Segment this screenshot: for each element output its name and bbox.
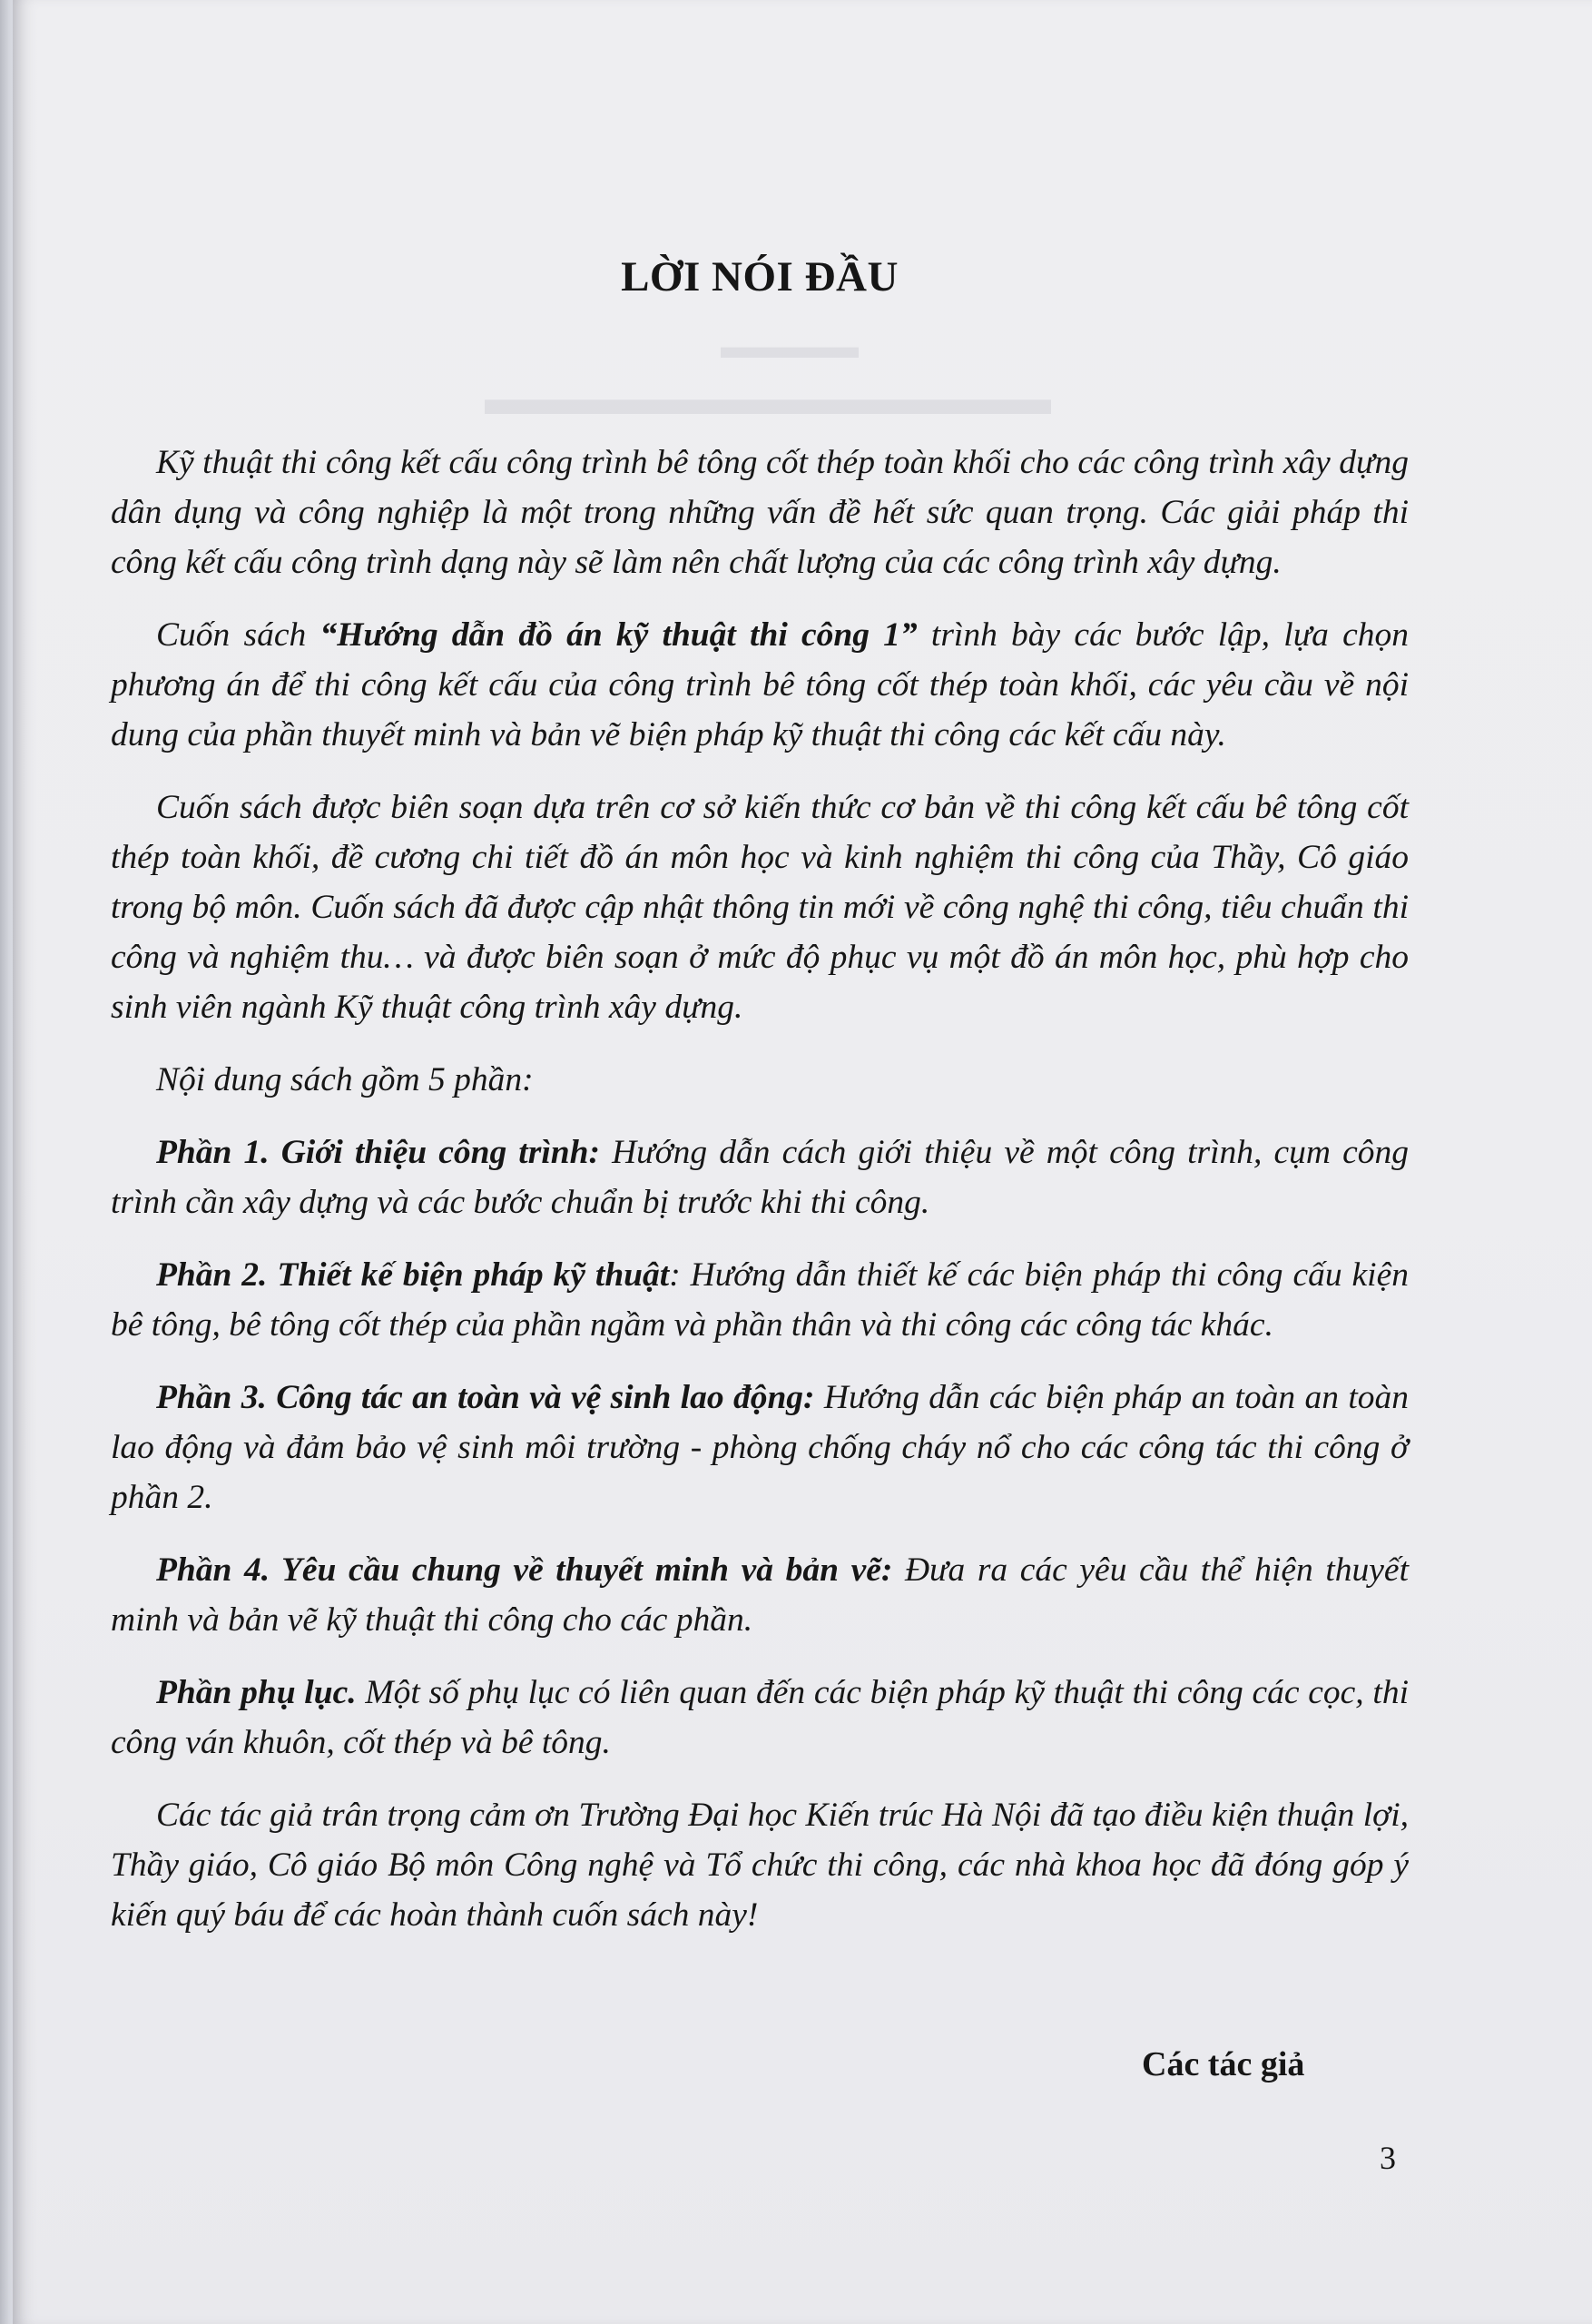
paragraph-text: Đưa ra các yêu cầu thể hiện thuyết minh và bản vẽ kỹ thuật thi công cho các phần. <box>111 1551 1409 1639</box>
paragraph <box>111 438 1409 587</box>
paragraph <box>111 1055 1409 1105</box>
paragraph-text: Hướng dẫn cách giới thiệu về một công trình, cụm công trình cần xây dựng và các bước chuẩn bị trước khi thi công. <box>111 1134 1410 1221</box>
paragraph <box>111 1545 1409 1645</box>
paragraph-text: Kỹ thuật thi công kết cấu công trình bê tông cốt thép toàn khối cho các công trình xây dựng dân dụng và công nghiệp là một trong những vấn đề hết sức quan trọng. Các giải pháp thi công kết cấu công trình dạng này sẽ làm nên chất lượng của các công trình xây dựng. <box>111 444 1409 581</box>
page-title: LỜI NÓI ĐẦU <box>621 253 899 300</box>
show-through-text: ▬▬▬▬ <box>721 328 859 366</box>
signature: Các tác giả <box>1142 2045 1305 2083</box>
paragraph <box>111 1250 1409 1350</box>
paragraph-text: trình bày các bước lập, lựa chọn phương án để thi công kết cấu của công trình bê tông cốt thép toàn khối, các yêu cầu về nội dung của phần thuyết minh và bản vẽ biện pháp kỹ thuật thi công các kết cấu này. <box>111 616 1410 753</box>
section-heading: Phần phụ lục. <box>156 1674 357 1711</box>
paragraph-text: Nội dung sách gồm 5 phần: <box>156 1061 534 1098</box>
book-page <box>13 0 1592 2324</box>
paragraph <box>111 610 1409 760</box>
paragraph <box>111 1790 1409 1940</box>
preface-body <box>111 438 1409 1963</box>
paragraph-text: : Hướng dẫn thiết kế các biện pháp thi công cấu kiện bê tông, bê tông cốt thép của phần ngầm và phần thân và thi công các công tác khác. <box>111 1256 1409 1344</box>
section-heading: Phần 1. Giới thiệu công trình: <box>156 1134 600 1171</box>
section-heading: Phần 3. Công tác an toàn và vệ sinh lao động: <box>156 1379 815 1416</box>
paragraph <box>111 783 1409 1032</box>
page-number: 3 <box>1380 2140 1396 2176</box>
book-title: “Hướng dẫn đồ án kỹ thuật thi công 1” <box>319 616 918 654</box>
paragraph-text: Một số phụ lục có liên quan đến các biện pháp kỹ thuật thi công các cọc, thi công ván khuôn, cốt thép và bê tông. <box>111 1674 1409 1761</box>
paragraph-text: Hướng dẫn các biện pháp an toàn an toàn lao động và đảm bảo vệ sinh môi trường - phòng chống cháy nổ cho các công tác thi công ở phần 2. <box>111 1379 1409 1516</box>
show-through-text: ▬▬▬▬▬▬▬▬▬▬▬▬ <box>485 373 1051 425</box>
section-heading: Phần 2. Thiết kế biện pháp kỹ thuật <box>156 1256 670 1294</box>
paragraph <box>111 1373 1409 1522</box>
paragraph-text: Cuốn sách được biên soạn dựa trên cơ sở kiến thức cơ bản về thi công kết cấu bê tông cốt thép toàn khối, đề cương chi tiết đồ án môn học và kinh nghiệm thi công của Thầy, Cô giáo trong bộ môn. Cuốn sách đã được cập nhật thông tin mới về công nghệ thi công, tiêu chuẩn thi công và nghiệm thu… và được biên soạn ở mức độ phục vụ một đồ án môn học, phù hợp cho sinh viên ngành Kỹ thuật công trình xây dựng. <box>111 789 1409 1026</box>
paragraph-text: Các tác giả trân trọng cảm ơn Trường Đại học Kiến trúc Hà Nội đã tạo điều kiện thuận lợi, Thầy giáo, Cô giáo Bộ môn Công nghệ và Tổ chức thi công, các nhà khoa học đã đóng góp ý kiến quý báu để các hoàn thành cuốn sách này! <box>111 1797 1409 1934</box>
section-heading: Phần 4. Yêu cầu chung về thuyết minh và bản vẽ: <box>156 1551 893 1589</box>
paragraph-lead: Cuốn sách <box>156 616 320 654</box>
paragraph <box>111 1668 1409 1768</box>
paragraph <box>111 1128 1409 1227</box>
